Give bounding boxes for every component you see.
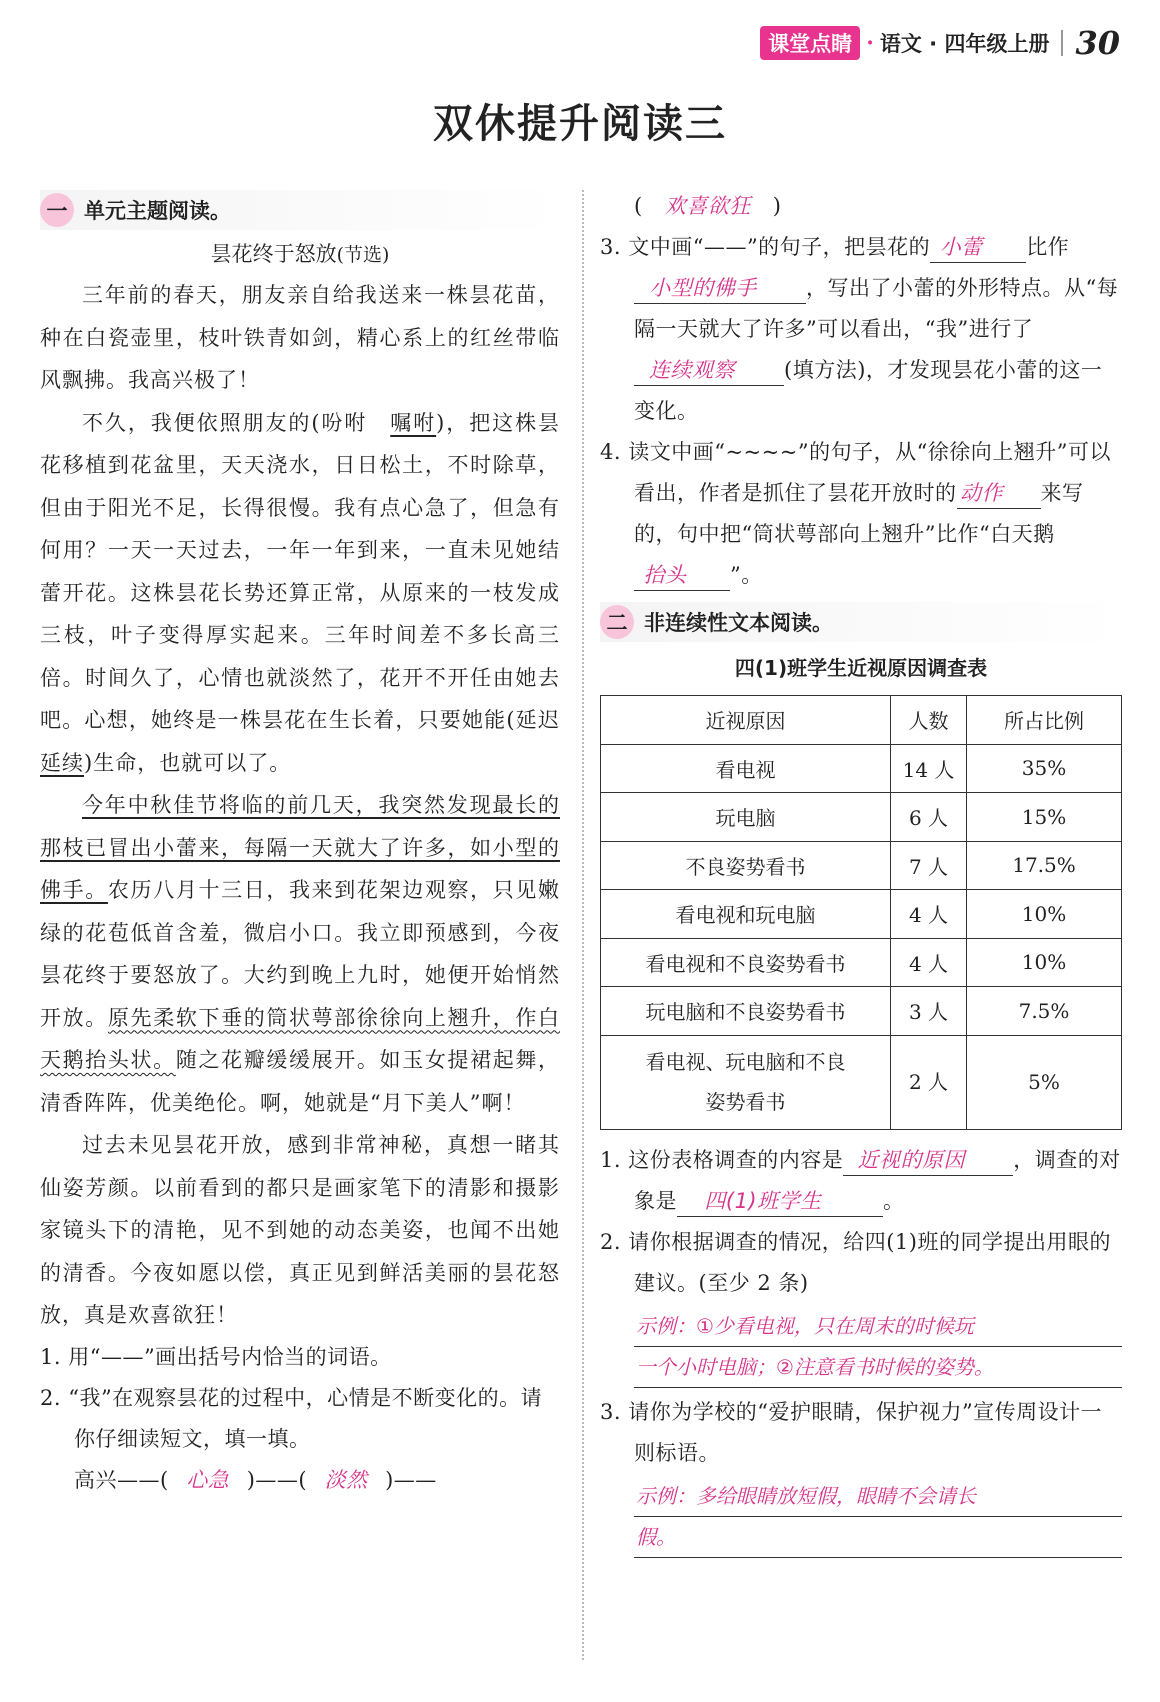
question-1-2-chain-cont bbox=[600, 186, 1122, 227]
s2q1-text-a: 1. 这份表格调查的内容是 bbox=[600, 1147, 844, 1172]
chain-answer-3[interactable]: 欢喜欲狂 bbox=[664, 194, 751, 218]
last-row-line-2: 姿势看书 bbox=[705, 1090, 786, 1114]
column-divider bbox=[582, 190, 584, 1660]
table-cell-reason: 玩电脑和不良姿势看书 bbox=[601, 987, 891, 1036]
question-1-3 bbox=[600, 227, 1122, 432]
p2-text-a: 不久，我便依照朋友的(吩咐 bbox=[82, 410, 391, 435]
table-cell-count: 2 人 bbox=[891, 1035, 967, 1129]
section-1-header bbox=[40, 190, 560, 230]
s2q1-answer-2[interactable]: 四(1)班学生 bbox=[677, 1186, 883, 1217]
s2q3-answer-block[interactable] bbox=[634, 1476, 1122, 1558]
header-dot: · bbox=[866, 30, 874, 56]
p2-text-c: )，把这株昙花移植到花盆里，天天浇水，日日松土，不时除草，但由于阳光不足，长得很慢。我有点心急了，但急有何用？一天一天过去，一年一年到来，一直未见她结蕾开花。这株昙花长势还算正常，从原来的一枝发成三枝，叶子变得厚实起来。三年时间差不多长高三倍。时间久了，心情也就淡然了，花开不开任由她去吧。心想，她终是一株昙花在生长着，只要她能(延迟 bbox=[40, 410, 582, 732]
table-cell-ratio: 15% bbox=[967, 793, 1122, 842]
table-row bbox=[601, 1035, 1122, 1129]
table-cell-count: 3 人 bbox=[891, 987, 967, 1036]
question-2-1 bbox=[600, 1140, 1122, 1222]
p3-underlined-sentence: 今年中秋佳节将临的前几天，我突然发现最长的那枝已冒出小蕾来，每隔一天就大了许多，如小型的佛手。 bbox=[40, 793, 560, 902]
essay-paragraph-2 bbox=[40, 402, 582, 785]
table-cell-reason: 看电视 bbox=[601, 744, 891, 793]
q4-answer-1[interactable]: 动作 bbox=[957, 478, 1041, 509]
q3-text-a: 3. 文中画“——”的句子，把昙花的 bbox=[600, 235, 931, 259]
chain-cont-open: ( bbox=[634, 194, 643, 218]
chain-end: )—— bbox=[385, 1467, 437, 1492]
page-number: 30 bbox=[1075, 24, 1120, 62]
table-cell-reason: 看电视和玩电脑 bbox=[601, 890, 891, 939]
right-column bbox=[600, 186, 1122, 1558]
left-column bbox=[40, 190, 582, 1501]
header-separator bbox=[1061, 30, 1063, 56]
question-1-1: 1. 用“——”画出括号内恰当的词语。 bbox=[40, 1344, 392, 1369]
table-cell-ratio: 5% bbox=[967, 1035, 1122, 1129]
section-1-title: 单元主题阅读。 bbox=[84, 199, 231, 223]
s2q1-text-b: ，调查的对象是 bbox=[634, 1147, 1121, 1213]
table-header-count: 人数 bbox=[891, 696, 967, 745]
s2q2-answer-line-1[interactable]: 示例：①少看电视，只在周末的时候玩 bbox=[634, 1306, 1122, 1347]
chain-answer-2[interactable]: 淡然 bbox=[324, 1467, 368, 1492]
question-1-2-chain bbox=[40, 1460, 560, 1501]
chain-start: 高兴——( bbox=[74, 1467, 169, 1492]
table-header-reason: 近视原因 bbox=[601, 696, 891, 745]
section-1-number: 一 bbox=[40, 193, 74, 227]
table-cell-count: 7 人 bbox=[891, 841, 967, 890]
s2q3-answer-line-2[interactable]: 假。 bbox=[634, 1517, 1122, 1558]
page-header bbox=[760, 24, 1120, 62]
essay-title bbox=[40, 238, 560, 268]
table-row bbox=[601, 938, 1122, 987]
table-header-ratio: 所占比例 bbox=[967, 696, 1122, 745]
table-cell-reason: 不良姿势看书 bbox=[601, 841, 891, 890]
header-subject: 语文 · 四年级上册 bbox=[879, 32, 1050, 56]
q3-text-b: 比作 bbox=[1026, 235, 1070, 259]
table-header-row bbox=[601, 696, 1122, 745]
table-row bbox=[601, 890, 1122, 939]
q3-text-d: (填方法)，才发现昙花小蕾的这一变化。 bbox=[634, 358, 1103, 423]
q3-answer-1[interactable]: 小蕾 bbox=[930, 232, 1026, 263]
s2q2-answer-block[interactable] bbox=[634, 1306, 1122, 1388]
table-cell-count: 4 人 bbox=[891, 938, 967, 987]
table-cell-count: 6 人 bbox=[891, 793, 967, 842]
chain-cont-close: ) bbox=[772, 194, 782, 218]
section-2-title: 非连续性文本阅读。 bbox=[644, 611, 833, 635]
s2q1-answer-1[interactable]: 近视的原因 bbox=[843, 1145, 1013, 1176]
p2-choice-1: 嘱咐 bbox=[390, 410, 437, 435]
q3-answer-2[interactable]: 小型的佛手 bbox=[634, 273, 806, 304]
header-badge: 课堂点睛 bbox=[760, 26, 860, 60]
table-cell-ratio: 17.5% bbox=[967, 841, 1122, 890]
essay-paragraph-3 bbox=[40, 784, 560, 1124]
question-2-2: 2. 请你根据调查的情况，给四(1)班的同学提出用眼的建议。(至少 2 条) bbox=[600, 1229, 1111, 1295]
table-cell-reason: 玩电脑 bbox=[601, 793, 891, 842]
table-cell-ratio: 10% bbox=[967, 890, 1122, 939]
chain-mid: )——( bbox=[246, 1467, 308, 1492]
page-title: 双休提升阅读三 bbox=[433, 101, 727, 147]
survey-table bbox=[600, 695, 1122, 1130]
s2q3-answer-line-1[interactable]: 示例：多给眼睛放短假，眼睛不会请长 bbox=[634, 1476, 1122, 1517]
section-2-header bbox=[600, 602, 1122, 642]
p2-choice-2: 延续 bbox=[40, 750, 84, 775]
q4-text-a: 4. 读文中画“~~~~”的句子，从“徐徐向上翘升”可以看出，作者是抓住了昙花开放时的 bbox=[600, 440, 1112, 505]
table-row bbox=[601, 987, 1122, 1036]
last-row-line-1: 看电视、玩电脑和不良 bbox=[645, 1050, 846, 1074]
table-title: 四(1)班学生近视原因调查表 bbox=[734, 656, 988, 680]
question-1-4 bbox=[600, 432, 1122, 596]
essay-paragraph-1: 三年前的春天，朋友亲自给我送来一株昙花苗，种在白瓷壶里，枝叶铁青如剑，精心系上的红丝带临风飘拂。我高兴极了！ bbox=[40, 283, 560, 392]
s2q1-text-c: 。 bbox=[883, 1188, 905, 1213]
p3-wavy-sentence: 原先柔软下垂的筒状萼部徐徐向上翘升，作白天鹅抬头状。 bbox=[40, 1005, 561, 1072]
essay-title-text: 昙花终于怒放 bbox=[210, 242, 337, 266]
essay-title-note: (节选) bbox=[336, 244, 390, 266]
table-row bbox=[601, 841, 1122, 890]
table-cell-count: 14 人 bbox=[891, 744, 967, 793]
q4-text-b: 来写的，句中把“筒状萼部向上翘升”比作“白天鹅 bbox=[634, 481, 1084, 546]
chain-answer-1[interactable]: 心急 bbox=[186, 1467, 230, 1492]
q3-answer-3[interactable]: 连续观察 bbox=[634, 355, 784, 386]
p3-text-d: 随之花瓣缓缓展开。如玉女提裙起舞，清香阵阵，优美绝伦。啊，她就是“月下美人”啊！ bbox=[40, 1048, 561, 1115]
table-row bbox=[601, 793, 1122, 842]
table-cell-ratio: 7.5% bbox=[967, 987, 1122, 1036]
question-2-3: 3. 请你为学校的“爱护眼睛，保护视力”宣传周设计一则标语。 bbox=[600, 1399, 1103, 1465]
p2-text-e: )生命，也就可以了。 bbox=[84, 750, 292, 775]
s2q2-answer-line-2[interactable]: 一个小时电脑；②注意看书时候的姿势。 bbox=[634, 1347, 1122, 1388]
q3-text-c: ，写出了小蕾的外形特点。从“每隔一天就大了许多”可以看出，“我”进行了 bbox=[634, 276, 1119, 341]
essay-paragraph-4: 过去未见昙花开放，感到非常神秘，真想一睹其仙姿芳颜。以前看到的都只是画家笔下的清影和摄影家镜头下的清艳，见不到她的动态美姿，也闻不出她的清香。今夜如愿以偿，真正见到鲜活美丽的昙花怒放，真是欢喜欲狂！ bbox=[40, 1133, 560, 1327]
table-cell-ratio: 10% bbox=[967, 938, 1122, 987]
table-cell-count: 4 人 bbox=[891, 890, 967, 939]
q4-text-c: ”。 bbox=[730, 563, 763, 587]
table-cell-reason bbox=[601, 1035, 891, 1129]
p3-text-b: 农历八月十三日，我来到花架边观察，只见嫩绿的花苞低首含羞，微启小口。我立即预感到，今夜昙花终于要怒放了。大约到晚上九时，她便开始悄然开放。 bbox=[40, 878, 561, 1030]
table-row bbox=[601, 744, 1122, 793]
table-cell-reason: 看电视和不良姿势看书 bbox=[601, 938, 891, 987]
question-1-2: 2. “我”在观察昙花的过程中，心情是不断变化的。请你仔细读短文，填一填。 bbox=[40, 1385, 543, 1451]
section-2-number: 二 bbox=[600, 605, 634, 639]
q4-answer-2[interactable]: 抬头 bbox=[634, 560, 730, 591]
table-cell-ratio: 35% bbox=[967, 744, 1122, 793]
